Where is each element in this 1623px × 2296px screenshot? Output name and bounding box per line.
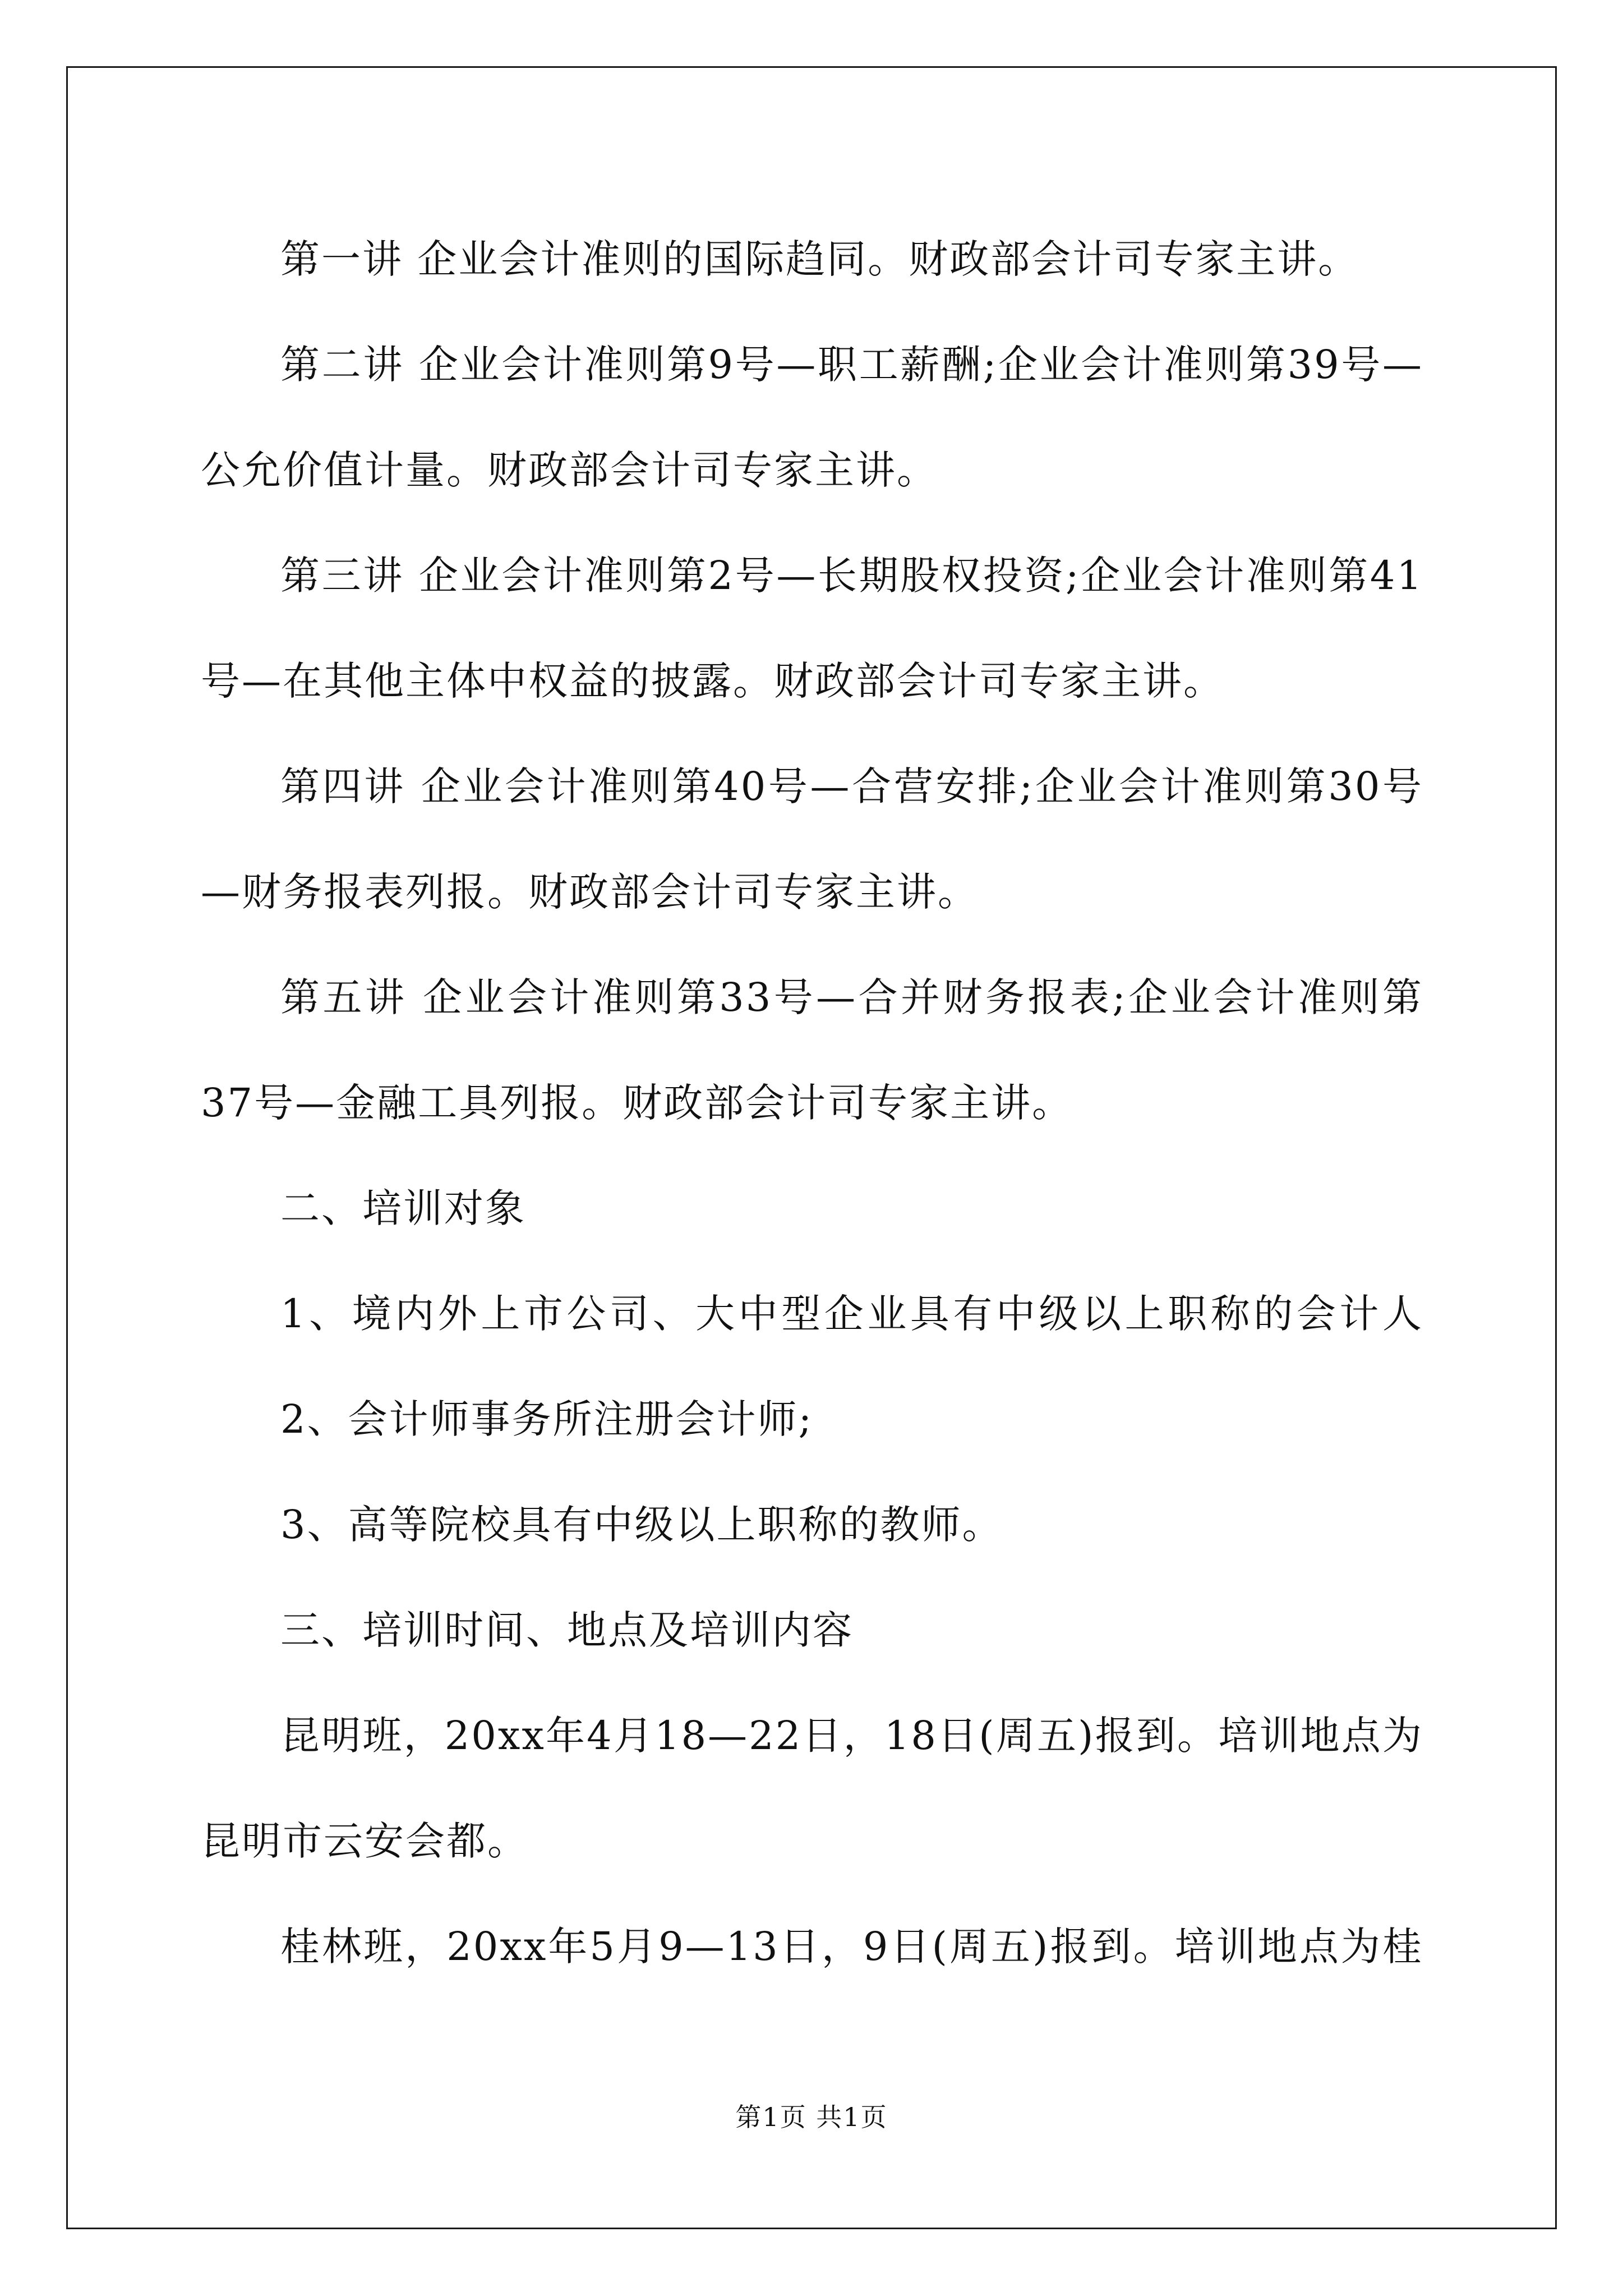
paragraph-line: 2、会计师事务所注册会计师; — [280, 1396, 814, 1442]
paragraph-line: 第五讲 企业会计准则第33号—合并财务报表;企业会计准则第 — [280, 974, 1423, 1020]
paragraph-line: —财务报表列报。财政部会计司专家主讲。 — [201, 869, 979, 915]
paragraph-line: 1、境内外上市公司、大中型企业具有中级以上职称的会计人 — [280, 1291, 1423, 1337]
paragraph-line: 37号—金融工具列报。财政部会计司专家主讲。 — [201, 1080, 1073, 1126]
section-heading: 二、培训对象 — [280, 1185, 526, 1231]
paragraph-line: 第三讲 企业会计准则第2号—长期股权投资;企业会计准则第41 — [280, 553, 1423, 599]
paragraph-line: 第一讲 企业会计准则的国际趋同。财政部会计司专家主讲。 — [280, 236, 1359, 282]
paragraph-line: 第二讲 企业会计准则第9号—职工薪酬;企业会计准则第39号— — [280, 342, 1423, 388]
paragraph-line: 第四讲 企业会计准则第40号—合营安排;企业会计准则第30号 — [280, 763, 1423, 809]
section-heading: 三、培训时间、地点及培训内容 — [280, 1607, 854, 1653]
paragraph-line: 昆明市云安会都。 — [201, 1818, 528, 1864]
paragraph-line: 号—在其他主体中权益的披露。财政部会计司专家主讲。 — [201, 658, 1224, 704]
page-footer: 第1页 共1页 — [735, 2102, 888, 2132]
document-body — [201, 206, 1423, 1999]
paragraph-line: 公允价值计量。财政部会计司专家主讲。 — [201, 447, 938, 493]
paragraph-line: 昆明班，20xx年4月18—22日，18日(周五)报到。培训地点为 — [280, 1713, 1423, 1759]
paragraph-line: 3、高等院校具有中级以上职称的教师。 — [280, 1502, 1003, 1548]
paragraph-line: 桂林班，20xx年5月9—13日，9日(周五)报到。培训地点为桂 — [280, 1924, 1423, 1970]
